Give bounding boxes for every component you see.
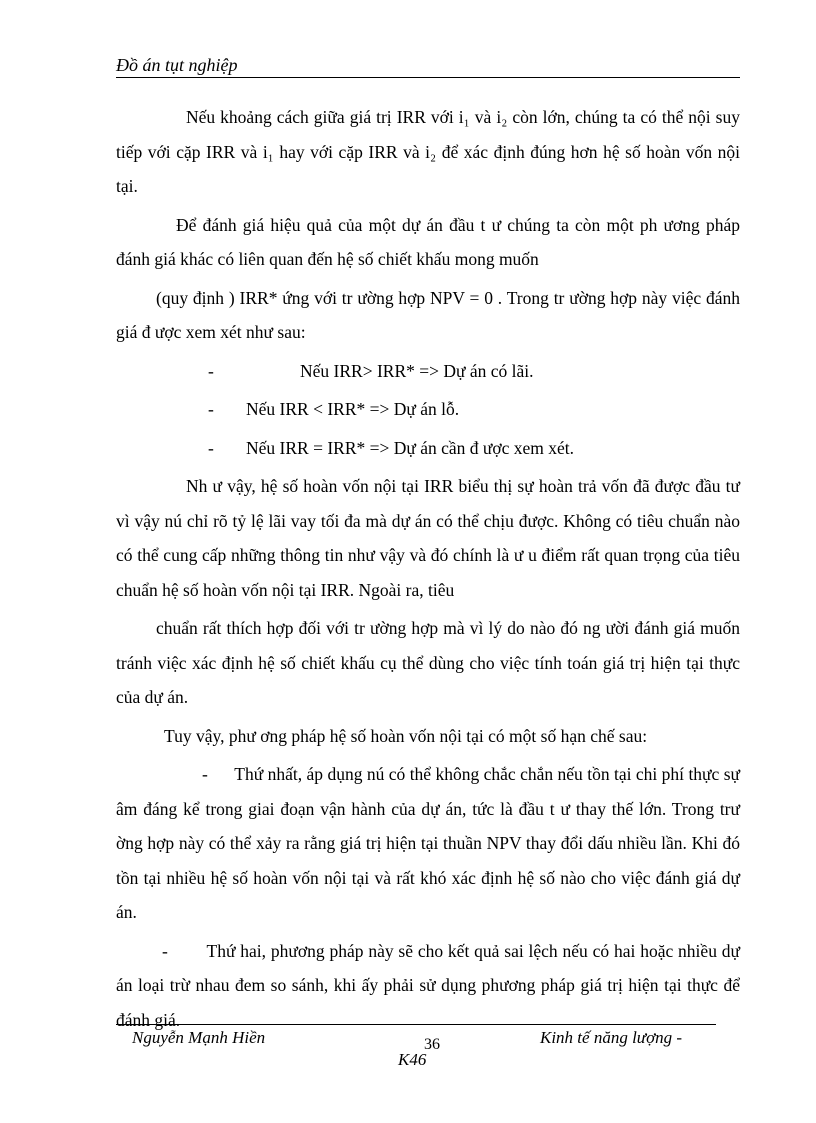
paragraph-limitations-intro: Tuy vậy, phư ơng pháp hệ số hoàn vốn nội tại có một số hạn chế sau: [164, 725, 648, 746]
paragraph-required-irr: (quy định ) IRR* ứng với tr ường hợp NPV = 0 . Trong tr ường hợp này việc đánh giá đ ược xem xét như sau: [116, 287, 740, 342]
bullet-dash: - [208, 437, 214, 458]
bullet-dash: - [208, 360, 214, 381]
bullet-loss-text: Nếu IRR < IRR* => Dự án lỗ. [246, 399, 460, 419]
paragraph-irr-meaning: Nh ư vậy, hệ số hoàn vốn nội tại IRR biểu thị sự hoàn trả vốn đã được đầu tư vì vậy nú chỉ rõ tỷ lệ lãi vay tối đa mà dự án có thể chịu được. Không có tiêu chuẩn nào có thể cung cấp những thông tin như vậy và đó chính là ư u điểm rất quan trọng của tiêu chuẩn hệ số hoàn vốn nội tại IRR. Ngoài ra, tiêu [116, 476, 740, 600]
bullet-loss [116, 392, 740, 427]
paragraph-irr-suitability: chuẩn rất thích hợp đối với tr ường hợp mà vì lý do nào đó ng ười đánh giá muốn tránh việc xác định hệ số chiết khấu cụ thể dùng cho việc tính toán giá trị hiện tại thực của dự án. [116, 618, 740, 707]
bullet-dash: - [162, 940, 168, 961]
document-body [116, 100, 740, 1041]
bullet-limitation-first [116, 757, 740, 930]
bullet-dash: - [208, 399, 214, 419]
bullet-review-text: Nếu IRR = IRR* => Dự án cần đ ược xem xét. [246, 437, 575, 458]
paragraph-evaluation-method: Để đánh giá hiệu quả của một dự án đầu t ư chúng ta còn một ph ương pháp đánh giá khác có liên quan đến hệ số chiết khấu mong muốn [116, 214, 740, 269]
footer-divider [116, 1024, 716, 1025]
page-header-title: Đồ án tụt nghiệp [116, 55, 238, 75]
footer-major: Kinh tế năng lượng - [540, 1028, 683, 1047]
bullet-dash: - [202, 764, 208, 784]
bullet-profit [116, 354, 740, 389]
header-divider [116, 77, 740, 78]
bullet-limitation-second [116, 934, 740, 1038]
bullet-profit-text: Nếu IRR> IRR* => Dự án có lãi. [300, 360, 534, 381]
bullet-review [116, 431, 740, 466]
bullet-limitation-second-text: Thứ hai, phương pháp này sẽ cho kết quả sai lệch nếu có hai hoặc nhiều dự án loại trừ nhau đem so sánh, khi ấy phải sử dụng phương pháp giá trị hiện tại thực để đánh giá. [116, 940, 741, 1030]
footer-class-code: K46 [398, 1050, 427, 1069]
footer-author: Nguyễn Mạnh Hiền [132, 1028, 266, 1047]
paragraph-irr-interpolation: Nếu khoảng cách giữa giá trị IRR với i₁ và i₂ còn lớn, chúng ta có thể nội suy tiếp với cặp IRR và i₁ hay với cặp IRR và i₂ để xác định đúng hơn hệ số hoàn vốn nội tại. [116, 107, 740, 196]
bullet-limitation-first-text: Thứ nhất, áp dụng nú có thể không chắc chắn nếu tồn tại chi phí thực sự âm đáng kể trong giai đoạn vận hành của dự án, tức là đầu t ư thay thế lớn. Trong trư ờng hợp này có thể xảy ra rằng giá trị hiện tại thuần NPV thay đổi dấu nhiều lần. Khi đó tồn tại nhiều hệ số hoàn vốn nội tại và rất khó xác định hệ số nào cho việc đánh giá dự án. [116, 764, 741, 922]
page-number: 36 [424, 1036, 440, 1053]
